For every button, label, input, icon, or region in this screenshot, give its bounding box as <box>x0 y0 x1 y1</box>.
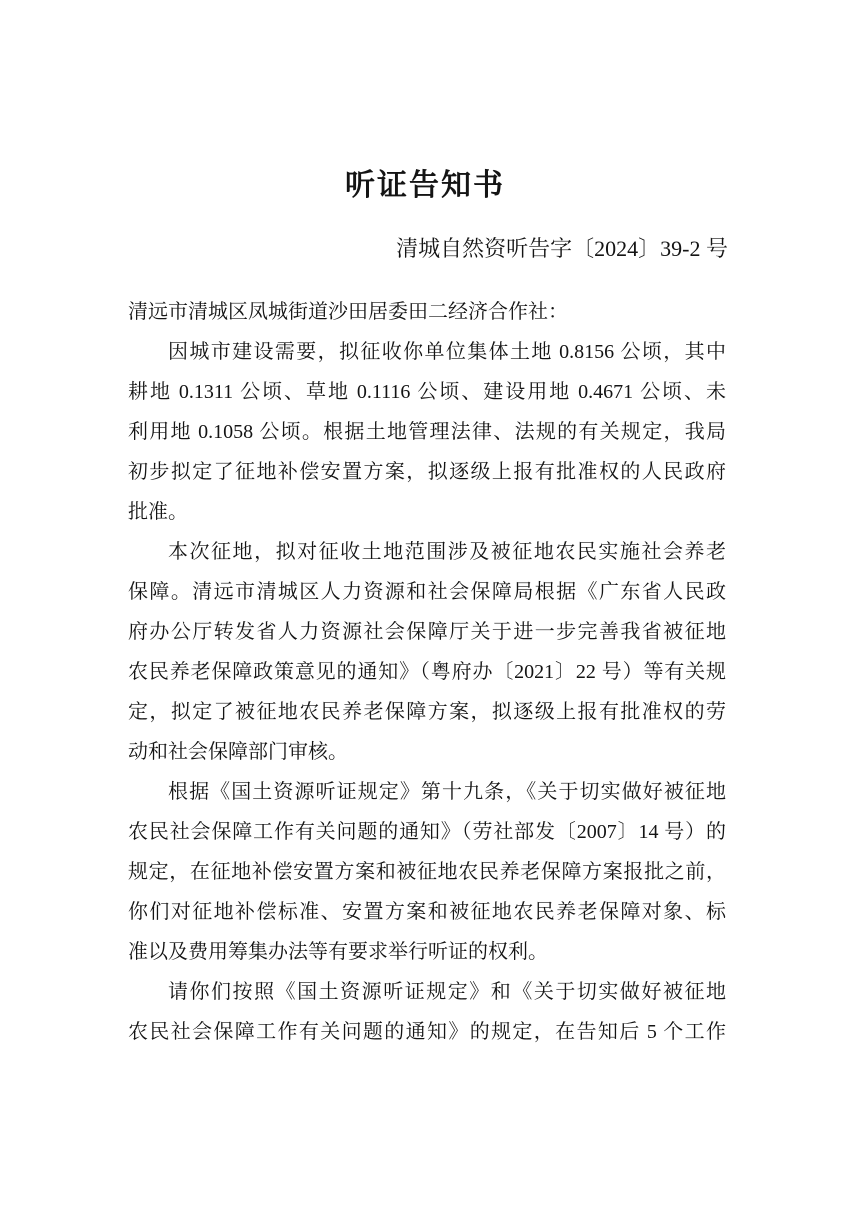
body-line: 因城市建设需要，拟征收你单位集体土地 0.8156 公顷，其中 <box>168 341 726 363</box>
addressee-line: 清远市清城区凤城街道沙田居委田二经济合作社： <box>128 301 568 323</box>
reference-number: 清城自然资听告字〔2024〕39-2 号 <box>396 236 728 261</box>
body-line: 府办公厅转发省人力资源社会保障厅关于进一步完善我省被征地 <box>128 621 726 643</box>
body-line: 保障。清远市清城区人力资源和社会保障局根据《广东省人民政 <box>128 581 726 603</box>
document-body <box>128 292 726 1052</box>
body-line: 你们对征地补偿标准、安置方案和被征地农民养老保障对象、标 <box>128 901 726 923</box>
body-line: 利用地 0.1058 公顷。根据土地管理法律、法规的有关规定，我局 <box>128 421 726 443</box>
body-line: 农民养老保障政策意见的通知》（粤府办〔2021〕22 号）等有关规 <box>128 661 726 683</box>
body-line: 农民社会保障工作有关问题的通知》（劳社部发〔2007〕14 号）的 <box>128 821 726 843</box>
body-line: 初步拟定了征地补偿安置方案，拟逐级上报有批准权的人民政府 <box>128 461 726 483</box>
body-line: 耕地 0.1311 公顷、草地 0.1116 公顷、建设用地 0.4671 公顷、未 <box>128 381 726 403</box>
body-line: 规定，在征地补偿安置方案和被征地农民养老保障方案报批之前， <box>128 861 726 883</box>
body-line: 农民社会保障工作有关问题的通知》的规定，在告知后 5 个工作 <box>128 1021 726 1043</box>
body-line: 根据《国土资源听证规定》第十九条，《关于切实做好被征地 <box>168 781 726 803</box>
document-title: 听证告知书 <box>345 169 505 202</box>
body-line: 定，拟定了被征地农民养老保障方案，拟逐级上报有批准权的劳 <box>128 701 726 723</box>
body-line: 动和社会保障部门审核。 <box>128 741 348 763</box>
body-line: 准以及费用筹集办法等有要求举行听证的权利。 <box>128 941 548 963</box>
body-line: 请你们按照《国土资源听证规定》和《关于切实做好被征地 <box>168 981 726 1003</box>
body-line: 本次征地，拟对征收土地范围涉及被征地农民实施社会养老 <box>168 541 726 563</box>
body-line: 批准。 <box>128 501 188 523</box>
